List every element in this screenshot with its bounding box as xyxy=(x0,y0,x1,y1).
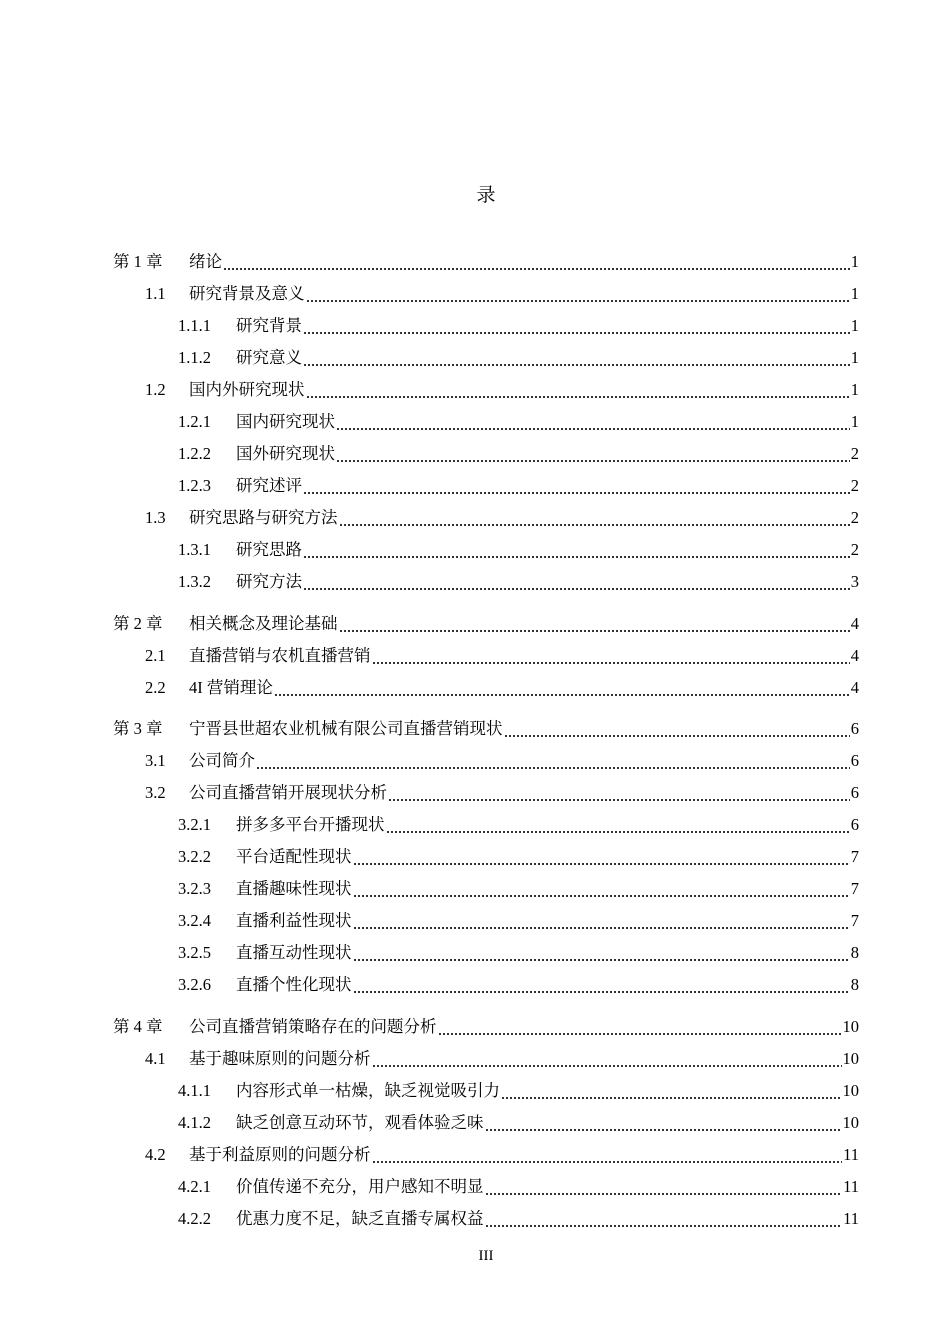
toc-subsection-entry[interactable] xyxy=(0,310,859,338)
toc-entry-page: 11 xyxy=(843,1208,859,1228)
toc-entry-title: 直播互动性现状 xyxy=(236,943,352,962)
toc-entry-title: 公司简介 xyxy=(189,751,255,770)
toc-subsection-entry[interactable] xyxy=(0,873,859,901)
toc-subsection-entry[interactable] xyxy=(0,905,859,933)
toc-entry-page: 3 xyxy=(850,572,859,591)
toc-dot-leader xyxy=(223,250,850,274)
toc-entry-page: 1 xyxy=(850,380,859,399)
toc-dot-leader xyxy=(303,314,850,338)
toc-entry-number: 1.3 xyxy=(145,508,166,527)
footer-page-number: III xyxy=(478,1248,494,1264)
toc-subsection-entry[interactable] xyxy=(0,342,859,370)
toc-dot-leader xyxy=(388,781,850,805)
toc-entry-page: 8 xyxy=(850,943,859,962)
toc-entry-title: 基于趣味原则的问题分析 xyxy=(189,1048,371,1068)
toc-dot-leader xyxy=(353,973,850,997)
toc-entry-title: 直播利益性现状 xyxy=(236,911,352,930)
page-title: 录 xyxy=(476,185,496,206)
toc-section-entry[interactable] xyxy=(0,502,859,530)
toc-entry-number: 第 4 章 xyxy=(113,1016,163,1036)
toc-dot-leader xyxy=(303,570,850,594)
toc-entry-page: 1 xyxy=(850,348,859,367)
toc-entry-number: 2.1 xyxy=(145,645,166,665)
toc-entry-title: 直播趣味性现状 xyxy=(236,879,352,898)
toc-dot-leader xyxy=(303,346,850,370)
toc-dot-leader xyxy=(372,1047,842,1071)
toc-entry-page: 6 xyxy=(850,783,859,802)
toc-entry-title: 研究思路 xyxy=(236,540,302,559)
toc-entry-title: 缺乏创意互动环节，观看体验乏味 xyxy=(236,1112,484,1132)
toc-entry-number: 2.2 xyxy=(145,677,166,697)
toc-dot-leader xyxy=(504,717,850,741)
toc-entry-title: 内容形式单一枯燥，缺乏视觉吸引力 xyxy=(236,1080,500,1100)
toc-entry-title: 直播个性化现状 xyxy=(236,975,352,994)
toc-subsection-entry[interactable] xyxy=(0,1171,859,1199)
toc-chapter-entry[interactable] xyxy=(0,608,859,636)
toc-entry-number: 1.2 xyxy=(145,380,166,399)
toc-entry-number: 4.2.1 xyxy=(178,1176,211,1196)
toc-dot-leader xyxy=(336,442,850,466)
toc-entry-page: 6 xyxy=(850,719,859,738)
toc-entry-page: 4 xyxy=(850,645,859,665)
toc-entry-title: 研究背景 xyxy=(236,316,302,335)
toc-subsection-entry[interactable] xyxy=(0,969,859,997)
toc-entry-number: 3.2.1 xyxy=(178,815,211,834)
toc-dot-leader xyxy=(274,676,850,700)
toc-entry-number: 1.1.2 xyxy=(178,348,211,367)
toc-dot-leader xyxy=(485,1111,842,1135)
toc-entry-page: 7 xyxy=(850,911,859,930)
toc-entry-number: 3.2.3 xyxy=(178,879,211,898)
toc-entry-number: 第 1 章 xyxy=(113,252,163,271)
toc-dot-leader xyxy=(372,644,850,668)
toc-entry-page: 10 xyxy=(842,1048,859,1068)
toc-entry-number: 1.3.2 xyxy=(178,572,211,591)
toc-section-entry[interactable] xyxy=(0,1139,859,1167)
toc-dot-leader xyxy=(306,378,850,402)
toc-dot-leader xyxy=(303,538,850,562)
toc-entry-page: 8 xyxy=(850,975,859,994)
toc-entry-page: 11 xyxy=(843,1144,859,1164)
toc-entry-page: 6 xyxy=(850,815,859,834)
toc-entry-page: 1 xyxy=(850,316,859,335)
toc-entry-page: 11 xyxy=(843,1176,859,1196)
toc-entry-page: 2 xyxy=(850,540,859,559)
toc-entry-number: 4.1.1 xyxy=(178,1080,211,1100)
toc-dot-leader xyxy=(303,474,850,498)
toc-entry-page: 7 xyxy=(850,847,859,866)
toc-entry-page: 1 xyxy=(850,252,859,271)
toc-dot-leader xyxy=(501,1079,842,1103)
toc-entry-title: 拼多多平台开播现状 xyxy=(236,815,385,834)
toc-section-entry[interactable] xyxy=(0,777,859,805)
toc-entry-number: 第 3 章 xyxy=(113,719,163,738)
toc-entry-title: 平台适配性现状 xyxy=(236,847,352,866)
toc-entry-title: 价值传递不充分，用户感知不明显 xyxy=(236,1176,484,1196)
toc-subsection-entry[interactable] xyxy=(0,534,859,562)
toc-subsection-entry[interactable] xyxy=(0,438,859,466)
toc-entry-title: 公司直播营销开展现状分析 xyxy=(189,783,387,802)
toc-dot-leader xyxy=(353,877,850,901)
toc-subsection-entry[interactable] xyxy=(0,406,859,434)
toc-entry-title: 研究思路与研究方法 xyxy=(189,508,338,527)
toc-entry-page: 10 xyxy=(842,1112,859,1132)
toc-entry-number: 1.2.3 xyxy=(178,476,211,495)
toc-dot-leader xyxy=(353,941,850,965)
toc-entry-number: 4.1.2 xyxy=(178,1112,211,1132)
toc-entry-number: 3.2 xyxy=(145,783,166,802)
toc-dot-leader xyxy=(256,749,850,773)
toc-entry-title: 4I 营销理论 xyxy=(189,677,273,697)
toc-entry-page: 1 xyxy=(850,284,859,303)
toc-entry-page: 7 xyxy=(850,879,859,898)
toc-dot-leader xyxy=(485,1207,843,1231)
toc-subsection-entry[interactable] xyxy=(0,1075,859,1103)
toc-entry-number: 1.2.1 xyxy=(178,412,211,431)
toc-entry-title: 公司直播营销策略存在的问题分析 xyxy=(189,1017,437,1036)
toc-entry-number: 1.1.1 xyxy=(178,316,211,335)
toc-section-entry[interactable] xyxy=(0,745,859,773)
toc-entry-title: 相关概念及理论基础 xyxy=(189,614,338,633)
toc-entry-page: 2 xyxy=(850,476,859,495)
toc-entry-title: 绪论 xyxy=(189,253,222,271)
toc-entry-number: 3.2.6 xyxy=(178,975,211,994)
toc-subsection-entry[interactable] xyxy=(0,937,859,965)
toc-dot-leader xyxy=(306,282,850,306)
toc-entry-page: 2 xyxy=(850,508,859,527)
toc-entry-number: 3.2.4 xyxy=(178,911,211,930)
toc-entry-title: 国内研究现状 xyxy=(236,412,335,431)
toc-dot-leader xyxy=(339,506,850,530)
toc-section-entry[interactable] xyxy=(0,672,859,700)
toc-entry-title: 国外研究现状 xyxy=(236,444,335,463)
toc-chapter-entry[interactable] xyxy=(0,1011,859,1039)
toc-entry-title: 研究意义 xyxy=(236,348,302,367)
toc-entry-title: 研究背景及意义 xyxy=(189,284,305,303)
toc-entry-page: 6 xyxy=(850,751,859,770)
toc-chapter-entry[interactable] xyxy=(0,713,859,741)
toc-dot-leader xyxy=(336,410,850,434)
toc-dot-leader xyxy=(353,845,850,869)
toc-entry-page: 10 xyxy=(842,1080,859,1100)
toc-subsection-entry[interactable] xyxy=(0,566,859,594)
toc-subsection-entry[interactable] xyxy=(0,809,859,837)
toc-chapter-entry[interactable] xyxy=(0,246,859,274)
toc-subsection-entry[interactable] xyxy=(0,1203,859,1231)
toc-entry-title: 研究方法 xyxy=(236,572,302,591)
toc-entry-page: 4 xyxy=(850,677,859,697)
toc-dot-leader xyxy=(372,1143,843,1167)
toc-dot-leader xyxy=(339,612,850,636)
toc-dot-leader xyxy=(386,813,850,837)
toc-entry-number: 3.1 xyxy=(145,751,166,770)
toc-entry-title: 优惠力度不足，缺乏直播专属权益 xyxy=(236,1208,484,1228)
toc-dot-leader xyxy=(438,1015,842,1039)
toc-entry-page: 10 xyxy=(842,1016,859,1036)
toc-section-entry[interactable] xyxy=(0,1043,859,1071)
toc-entry-title: 国内外研究现状 xyxy=(189,380,305,399)
toc-entry-number: 4.2 xyxy=(145,1144,166,1164)
toc-section-entry[interactable] xyxy=(0,374,859,402)
toc-entry-title: 宁晋县世超农业机械有限公司直播营销现状 xyxy=(189,720,503,738)
toc-section-entry[interactable] xyxy=(0,278,859,306)
toc-entry-number: 4.2.2 xyxy=(178,1208,211,1228)
toc-entry-number: 3.2.5 xyxy=(178,943,211,962)
toc-entry-number: 1.2.2 xyxy=(178,444,211,463)
toc-entry-number: 3.2.2 xyxy=(178,847,211,866)
toc-entry-title: 基于利益原则的问题分析 xyxy=(189,1144,371,1164)
toc-entry-number: 第 2 章 xyxy=(113,613,163,633)
toc-entry-title: 研究述评 xyxy=(236,476,302,495)
toc-entry-page: 4 xyxy=(850,613,859,633)
toc-dot-leader xyxy=(353,909,850,933)
toc-section-entry[interactable] xyxy=(0,640,859,668)
toc-entry-page: 1 xyxy=(850,412,859,431)
toc-subsection-entry[interactable] xyxy=(0,1107,859,1135)
toc-entry-number: 1.3.1 xyxy=(178,540,211,559)
toc-subsection-entry[interactable] xyxy=(0,470,859,498)
toc-subsection-entry[interactable] xyxy=(0,841,859,869)
toc-entry-page: 2 xyxy=(850,444,859,463)
toc-entry-title: 直播营销与农机直播营销 xyxy=(189,645,371,665)
toc-entry-number: 1.1 xyxy=(145,284,166,303)
toc-dot-leader xyxy=(485,1175,843,1199)
toc-entry-number: 4.1 xyxy=(145,1048,166,1068)
